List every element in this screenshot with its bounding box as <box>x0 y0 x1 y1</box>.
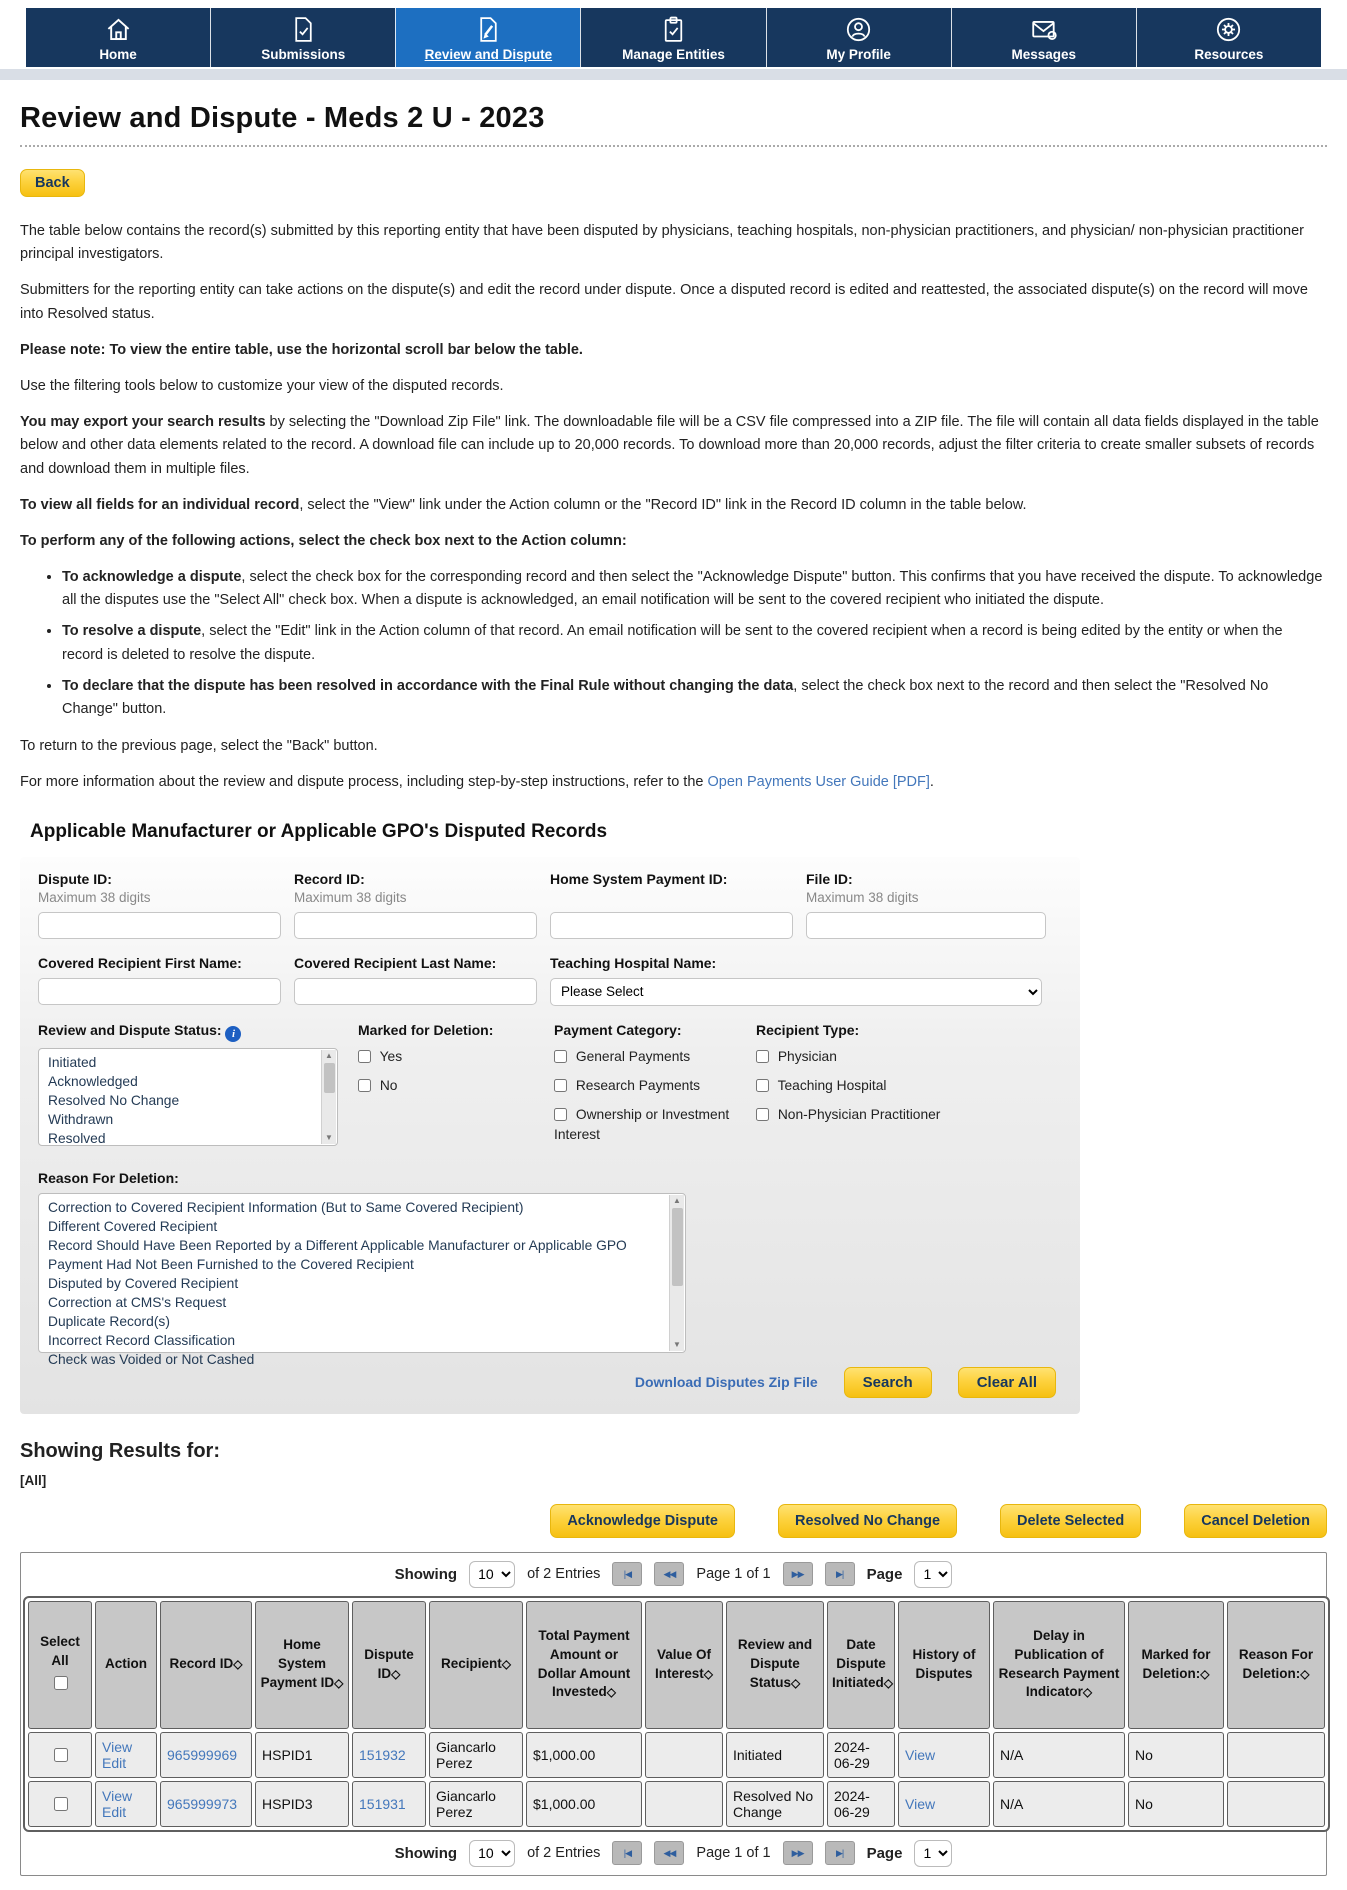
manage-entities-icon <box>661 14 686 44</box>
filter-panel <box>20 857 1080 1414</box>
column-header-history-of-disputes: History of Disputes <box>898 1601 990 1729</box>
recipient-type-option-checkbox[interactable] <box>756 1079 769 1092</box>
page-size-select[interactable] <box>469 1561 515 1588</box>
payment-category-option-checkbox[interactable] <box>554 1079 567 1092</box>
search-button[interactable]: Search <box>844 1367 932 1398</box>
date-dispute-initiated-cell: 2024-06-29 <box>827 1732 895 1778</box>
record-id-hint: Maximum 38 digits <box>294 889 407 905</box>
actions-header: To perform any of the following actions, select the check box next to the Action column: <box>20 532 627 549</box>
dispute-id-link[interactable]: 151932 <box>359 1746 406 1763</box>
clear-all-button[interactable]: Clear All <box>958 1367 1056 1398</box>
column-header-select-all: Select All <box>28 1601 92 1729</box>
nav-label: Submissions <box>261 47 346 62</box>
last-name-input[interactable] <box>294 978 537 1005</box>
sort-icon[interactable]: ◇ <box>233 1657 243 1672</box>
results-table-container <box>20 1552 1327 1876</box>
column-header-delay-in-publication-of-research-payment-indicator[interactable]: Delay in Publication of Research Payment Indicator◇ <box>993 1601 1125 1729</box>
review-dispute-icon <box>476 14 501 44</box>
sort-icon[interactable]: ◇ <box>606 1685 616 1700</box>
marked-for-deletion-option[interactable]: Yes <box>358 1047 554 1067</box>
marked-for-deletion-cell: No <box>1128 1781 1224 1827</box>
payment-category-option-checkbox[interactable] <box>554 1108 567 1121</box>
more-info-paragraph: For more information about the review and dispute process, including step-by-step instructions, refer to the Open Payments User Guide [PDF]. <box>20 774 934 791</box>
dispute-id-input[interactable] <box>38 912 281 939</box>
reason-option[interactable]: Correction to Covered Recipient Information (But to Same Covered Recipient) <box>48 1199 524 1215</box>
file-id-field: File ID: Maximum 38 digits <box>806 871 1051 939</box>
edit-record-link[interactable]: Edit <box>102 1803 127 1820</box>
next-page-button[interactable]: ▶▶ <box>783 1562 813 1586</box>
recipient-type-option[interactable]: Teaching Hospital <box>756 1076 956 1096</box>
info-icon[interactable]: i <box>225 1026 241 1042</box>
last-name-field: Covered Recipient Last Name: <box>294 955 550 1006</box>
teaching-hospital-field: Teaching Hospital Name: Please Select <box>550 955 1047 1006</box>
column-header-marked-for-deletion[interactable]: Marked for Deletion:◇ <box>1128 1601 1224 1729</box>
scroll-up-icon[interactable]: ▲ <box>673 1195 681 1205</box>
last-page-button[interactable]: ▶| <box>825 1841 855 1865</box>
column-header-total-payment-amount-or-dollar-amount-invested[interactable]: Total Payment Amount or Dollar Amount Invested◇ <box>526 1601 642 1729</box>
hsp-id-hint <box>550 890 806 908</box>
column-header-action: Action <box>95 1601 157 1729</box>
payment-category-option[interactable]: Research Payments <box>554 1076 756 1096</box>
actions-bullet-list <box>20 566 1327 721</box>
recipient-cell: Giancarlo Perez <box>429 1781 523 1827</box>
return-paragraph: To return to the previous page, select the "Back" button. <box>20 738 378 755</box>
reason-for-deletion-cell <box>1227 1781 1325 1827</box>
download-disputes-zip-link[interactable]: Download Disputes Zip File <box>634 1374 818 1391</box>
view-paragraph: To view all fields for an individual record, select the "View" link under the Action column or the "Record ID" link in the Record ID column in the table below. <box>20 496 1027 513</box>
acknowledge-dispute-button[interactable]: Acknowledge Dispute <box>550 1504 735 1538</box>
marked-for-deletion-filter: Marked for Deletion: Yes No <box>358 1022 554 1154</box>
status-option[interactable]: Resolved No Change <box>48 1092 180 1108</box>
disputed-records-table <box>23 1596 1330 1832</box>
review-dispute-status-cell: Initiated <box>726 1732 824 1778</box>
payment-category-option-checkbox[interactable] <box>554 1050 567 1063</box>
top-nav <box>26 8 1321 67</box>
first-page-button[interactable]: |◀ <box>612 1562 642 1586</box>
page-size-select[interactable] <box>469 1840 515 1867</box>
recipient-type-option-checkbox[interactable] <box>756 1050 769 1063</box>
scroll-thumb[interactable] <box>672 1208 683 1286</box>
page-label: Page <box>866 1844 903 1862</box>
marked-for-deletion-option-checkbox[interactable] <box>358 1079 371 1092</box>
resources-icon <box>1215 14 1242 44</box>
nav-label: Messages <box>1011 47 1077 62</box>
history-of-disputes-cell <box>898 1732 990 1778</box>
marked-for-deletion-option[interactable]: No <box>358 1076 554 1096</box>
submissions-icon <box>291 14 316 44</box>
delete-selected-button[interactable]: Delete Selected <box>1000 1504 1141 1538</box>
select-all-checkbox[interactable] <box>54 1676 68 1690</box>
entries-count-text: of 2 Entries <box>527 1845 601 1862</box>
action-cell <box>95 1781 157 1827</box>
dispute-id-link[interactable]: 151931 <box>359 1795 406 1812</box>
column-header-recipient[interactable]: Recipient◇ <box>429 1601 523 1729</box>
sort-icon[interactable]: ◇ <box>1200 1666 1210 1681</box>
reason-for-deletion-cell <box>1227 1732 1325 1778</box>
record-id-input[interactable] <box>294 912 537 939</box>
user-guide-link[interactable]: Open Payments User Guide [PDF] <box>707 774 930 791</box>
reason-option[interactable]: Correction at CMS's Request <box>48 1294 227 1310</box>
column-header-reason-for-deletion[interactable]: Reason For Deletion:◇ <box>1227 1601 1325 1729</box>
reason-option[interactable]: Check was Voided or Not Cashed <box>48 1351 255 1367</box>
status-option[interactable]: Resolved <box>48 1130 106 1146</box>
reason-for-deletion-filter: Reason For Deletion: Correction to Covered Recipient Information (But to Same Covered Recipient) Different Covered Recipient Record Should Have Been Reported by a Different Applicable Manufacturer or Applicable GPO Payment Had Not Been Furnished to the Covered Recipient Disputed by Covered Recipient Correction at CMS's Request Duplicate Record(s) Incorrect Record Classification Check was Voided or Not Cashed ▲ ▼ <box>38 1170 1062 1353</box>
sort-icon[interactable]: ◇ <box>791 1676 801 1690</box>
bullet-declare: • To declare that the dispute has been resolved in accordance with the Final Rule without changing the data, select the check box next to the record and then select the "Resolved No Change" button. <box>62 675 1327 721</box>
sort-icon[interactable]: ◇ <box>501 1657 511 1672</box>
scroll-thumb[interactable] <box>324 1063 335 1093</box>
nav-tab-home[interactable] <box>26 8 210 67</box>
recipient-type-filter: Recipient Type: Physician Teaching Hospital Non-Physician Practitioner <box>756 1022 956 1154</box>
entries-count-text: of 2 Entries <box>527 1566 601 1583</box>
cancel-deletion-button[interactable]: Cancel Deletion <box>1184 1504 1327 1538</box>
nav-tab-review-and-dispute[interactable] <box>395 8 580 67</box>
column-header-value-of-interest[interactable]: Value Of Interest◇ <box>645 1601 723 1729</box>
bullet-resolve: • To resolve a dispute, select the "Edit" link in the Action column of that record. An email notification will be sent to the covered recipient when a record is being edited by the entity or when the record is deleted to resolve the dispute. <box>62 620 1327 666</box>
history-view-link[interactable]: View <box>905 1746 936 1763</box>
home-system-payment-id-cell: HSPID1 <box>255 1732 349 1778</box>
sort-icon[interactable]: ◇ <box>1300 1666 1310 1681</box>
home-system-payment-id-cell: HSPID3 <box>255 1781 349 1827</box>
sort-icon[interactable]: ◇ <box>883 1676 893 1690</box>
showing-label: Showing <box>394 1844 458 1862</box>
reason-option[interactable]: Record Should Have Been Reported by a Different Applicable Manufacturer or Applicable GPO <box>48 1237 627 1253</box>
intro-note: Please note: To view the entire table, use the horizontal scroll bar below the table. <box>20 341 583 358</box>
results-heading: Showing Results for: <box>20 1439 220 1462</box>
status-option[interactable]: Initiated <box>48 1054 97 1070</box>
file-id-hint: Maximum 38 digits <box>806 889 919 905</box>
bulk-action-buttons <box>20 1504 1327 1538</box>
record-id-link[interactable]: 965999969 <box>167 1746 238 1763</box>
dispute-id-cell <box>352 1781 426 1827</box>
status-filter: Review and Dispute Status: i Initiated Acknowledged Resolved No Change Withdrawn Resolved ▲ ▼ <box>38 1022 358 1154</box>
reason-option[interactable]: Incorrect Record Classification <box>48 1332 236 1348</box>
reason-option[interactable]: Disputed by Covered Recipient <box>48 1275 239 1291</box>
applied-filter-text: [All] <box>20 1472 47 1488</box>
first-name-field: Covered Recipient First Name: <box>38 955 294 1006</box>
resolved-no-change-button[interactable]: Resolved No Change <box>778 1504 957 1538</box>
status-option[interactable]: Acknowledged <box>48 1073 138 1089</box>
sort-icon[interactable]: ◇ <box>334 1676 344 1690</box>
nav-tab-manage-entities[interactable] <box>580 8 765 67</box>
title-separator <box>20 145 1327 147</box>
marked-for-deletion-option-checkbox[interactable] <box>358 1050 371 1063</box>
reason-listbox[interactable] <box>38 1193 686 1367</box>
listbox-scrollbar[interactable] <box>321 1050 336 1144</box>
recipient-type-option[interactable]: Non-Physician Practitioner <box>756 1105 956 1125</box>
back-button[interactable]: Back <box>20 169 85 197</box>
page-label: Page <box>866 1565 903 1583</box>
status-listbox[interactable] <box>38 1048 338 1146</box>
export-paragraph: You may export your search results by selecting the "Download Zip File" link. The downloadable file will be a CSV file compressed into a ZIP file. The file will contain all data fields displayed in the table below and other data elements related to the record. A download file can include up to 20,000 records. To download more than 20,000 records, adjust the filter criteria to create smaller subsets of records and download them in multiple files. <box>20 414 1319 477</box>
nav-label: Manage Entities <box>622 47 725 62</box>
payment-category-option[interactable]: General Payments <box>554 1047 756 1067</box>
intro-paragraph-1: The table below contains the record(s) submitted by this reporting entity that have been disputed by physicians, teaching hospitals, non-physician practitioners, and physician/ non-physician practitioner principal investigators. <box>20 223 1304 263</box>
record-id-field: Record ID: Maximum 38 digits <box>294 871 550 939</box>
intro-paragraph-2: Submitters for the reporting entity can take actions on the dispute(s) and edit the record under dispute. Once a disputed record is edited and reattested, the associated dispute(s) on the record will move into Resolved status. <box>20 282 1309 322</box>
header-divider-band <box>0 69 1347 80</box>
previous-page-button[interactable]: ◀◀ <box>654 1562 684 1586</box>
pagination-bottom <box>23 1832 1324 1875</box>
total-payment-amount-cell: $1,000.00 <box>526 1781 642 1827</box>
nav-label: My Profile <box>826 47 891 62</box>
column-header-record-id[interactable]: Record ID◇ <box>160 1601 252 1729</box>
value-of-interest-cell <box>645 1781 723 1827</box>
dispute-id-field: Dispute ID: Maximum 38 digits <box>38 871 294 939</box>
first-page-button[interactable]: |◀ <box>612 1841 642 1865</box>
column-header-date-dispute-initiated[interactable]: Date Dispute Initiated◇ <box>827 1601 895 1729</box>
column-header-dispute-id[interactable]: Dispute ID◇ <box>352 1601 426 1729</box>
nav-label: Review and Dispute <box>424 47 553 62</box>
history-of-disputes-cell <box>898 1781 990 1827</box>
date-dispute-initiated-cell: 2024-06-29 <box>827 1781 895 1827</box>
page-number-select[interactable] <box>914 1840 952 1867</box>
record-id-cell <box>160 1781 252 1827</box>
column-header-review-and-dispute-status[interactable]: Review and Dispute Status◇ <box>726 1601 824 1729</box>
dispute-id-hint: Maximum 38 digits <box>38 889 151 905</box>
history-view-link[interactable]: View <box>905 1795 936 1812</box>
marked-for-deletion-cell: No <box>1128 1732 1224 1778</box>
page-title: Review and Dispute - Meds 2 U - 2023 <box>20 102 545 134</box>
reason-option[interactable]: Duplicate Record(s) <box>48 1313 170 1329</box>
intro-paragraph-3: Use the filtering tools below to customize your view of the disputed records. <box>20 377 504 394</box>
delay-in-publication-cell: N/A <box>993 1732 1125 1778</box>
payment-category-option[interactable]: Ownership or Investment Interest <box>554 1106 730 1142</box>
nav-label: Resources <box>1194 47 1264 62</box>
nav-tab-submissions[interactable] <box>210 8 395 67</box>
table-row <box>28 1781 1325 1827</box>
nav-tab-resources[interactable] <box>1136 8 1321 67</box>
listbox-scrollbar[interactable] <box>669 1195 684 1351</box>
dispute-id-cell <box>352 1732 426 1778</box>
edit-record-link[interactable]: Edit <box>102 1754 127 1771</box>
first-name-input[interactable] <box>38 978 281 1005</box>
page-number-select[interactable] <box>914 1561 952 1588</box>
previous-page-button[interactable]: ◀◀ <box>654 1841 684 1865</box>
teaching-hospital-select[interactable] <box>550 978 1042 1006</box>
home-icon <box>105 14 132 44</box>
record-id-cell <box>160 1732 252 1778</box>
reason-option[interactable]: Different Covered Recipient <box>48 1218 218 1234</box>
delay-in-publication-cell: N/A <box>993 1781 1125 1827</box>
nav-tab-messages[interactable] <box>951 8 1136 67</box>
scroll-up-icon[interactable]: ▲ <box>325 1050 333 1060</box>
nav-tab-my-profile[interactable] <box>766 8 951 67</box>
table-row <box>28 1732 1325 1778</box>
review-dispute-status-cell: Resolved No Change <box>726 1781 824 1827</box>
showing-label: Showing <box>394 1565 458 1583</box>
row-select-checkbox[interactable] <box>54 1748 68 1762</box>
sort-icon[interactable]: ◇ <box>1082 1685 1093 1700</box>
column-header-home-system-payment-id[interactable]: Home System Payment ID◇ <box>255 1601 349 1729</box>
payment-category-filter: Payment Category: General Payments Research Payments Ownership or Investment Interest <box>554 1022 756 1154</box>
my-profile-icon <box>845 14 872 44</box>
recipient-cell: Giancarlo Perez <box>429 1732 523 1778</box>
filters-heading: Applicable Manufacturer or Applicable GPO's Disputed Records <box>30 820 608 842</box>
sort-icon[interactable]: ◇ <box>703 1666 713 1681</box>
next-page-button[interactable]: ▶▶ <box>783 1841 813 1865</box>
action-cell <box>95 1732 157 1778</box>
scroll-down-icon[interactable]: ▼ <box>673 1339 681 1349</box>
bullet-acknowledge: • To acknowledge a dispute, select the check box for the corresponding record and then select the "Acknowledge Dispute" button. This confirms that you have received the dispute. To acknowledge all the disputes use the "Select All" check box. When a dispute is acknowledged, an email notification will be sent to the covered recipient who initiated the dispute. <box>62 566 1327 612</box>
recipient-type-option[interactable]: Physician <box>756 1047 956 1067</box>
recipient-type-option-checkbox[interactable] <box>756 1108 769 1121</box>
file-id-input[interactable] <box>806 912 1046 939</box>
home-system-payment-id-input[interactable] <box>550 912 793 939</box>
messages-icon <box>1030 14 1058 44</box>
page-indicator-text: Page 1 of 1 <box>696 1566 771 1583</box>
reason-option[interactable]: Payment Had Not Been Furnished to the Covered Recipient <box>48 1256 414 1272</box>
sort-icon[interactable]: ◇ <box>391 1666 401 1681</box>
record-id-link[interactable]: 965999973 <box>167 1795 238 1812</box>
view-record-link[interactable]: View <box>102 1787 133 1804</box>
scroll-down-icon[interactable]: ▼ <box>325 1132 333 1142</box>
nav-label: Home <box>99 47 137 62</box>
status-option[interactable]: Withdrawn <box>48 1111 114 1127</box>
pagination-top <box>23 1553 1324 1596</box>
page-indicator-text: Page 1 of 1 <box>696 1845 771 1862</box>
total-payment-amount-cell: $1,000.00 <box>526 1732 642 1778</box>
last-page-button[interactable]: ▶| <box>825 1562 855 1586</box>
row-select-checkbox[interactable] <box>54 1797 68 1811</box>
view-record-link[interactable]: View <box>102 1738 133 1755</box>
value-of-interest-cell <box>645 1732 723 1778</box>
home-system-payment-id-field: Home System Payment ID: <box>550 871 806 939</box>
